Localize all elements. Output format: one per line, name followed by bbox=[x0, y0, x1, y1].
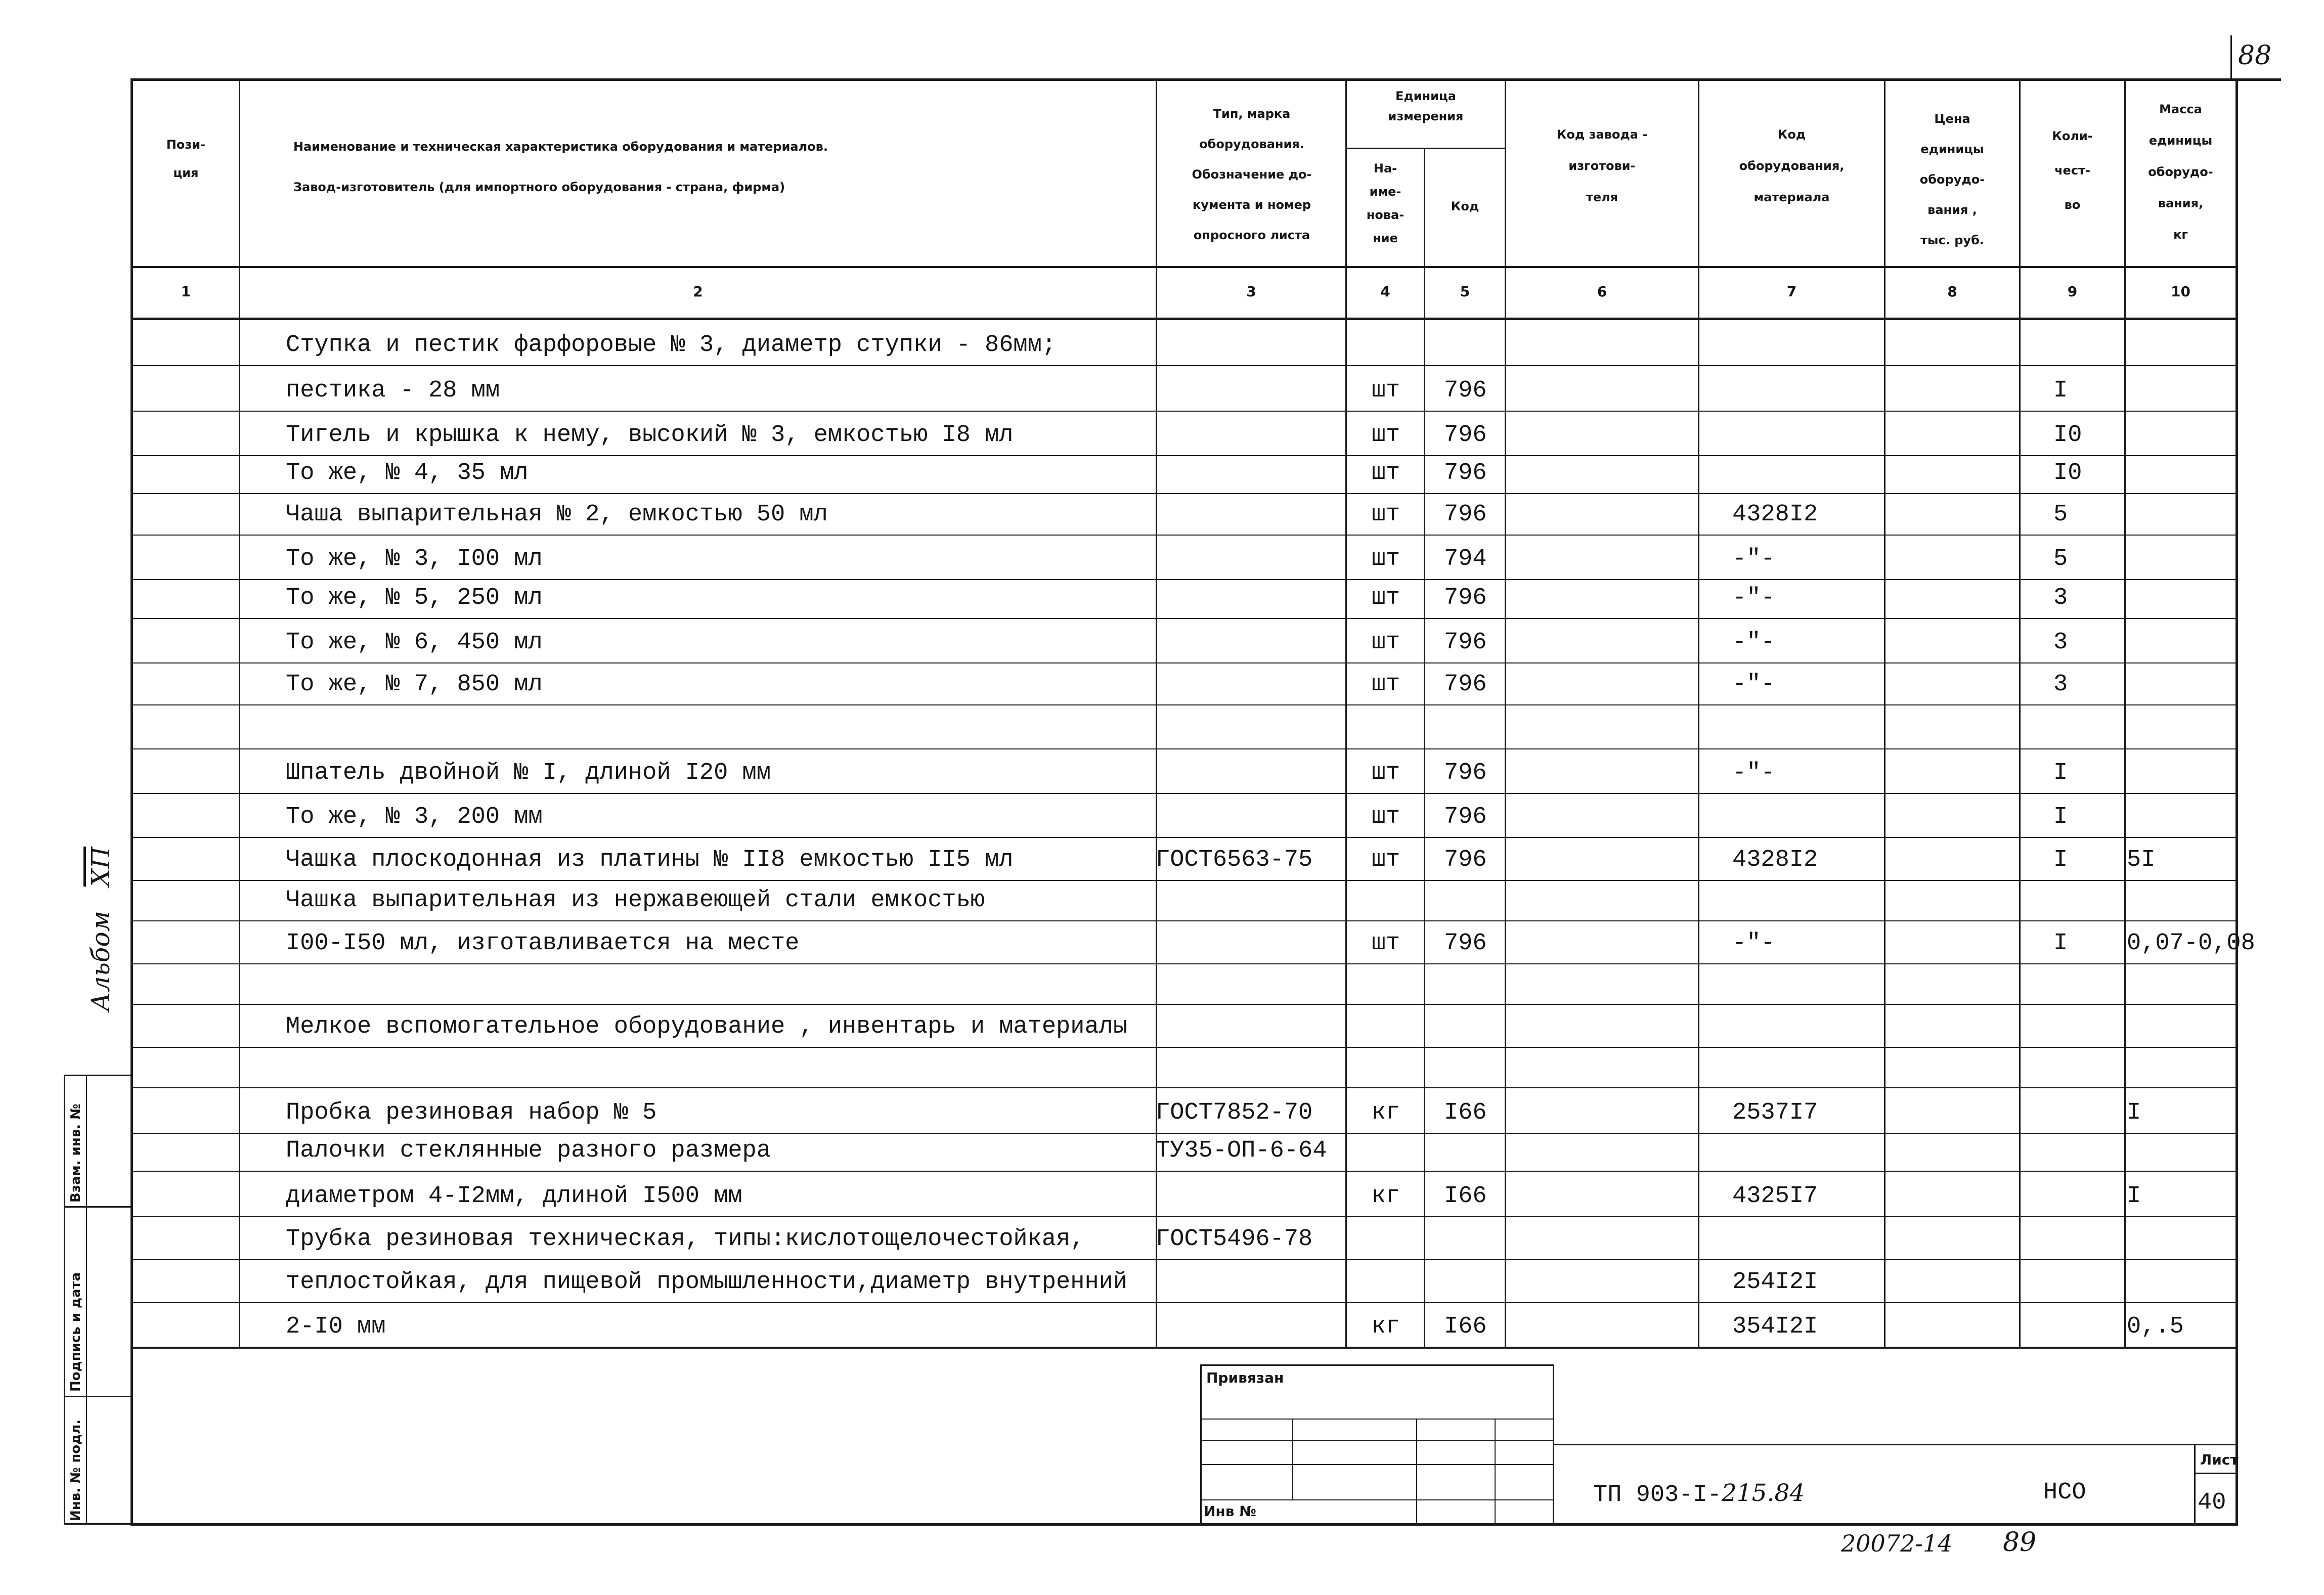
cell-type: ТУ35-ОП-6-64 bbox=[1156, 1137, 1327, 1164]
cell-code: 796 bbox=[1444, 847, 1487, 873]
cell-qty: I bbox=[2053, 804, 2068, 830]
cell-name: Пробка резиновая набор № 5 bbox=[286, 1099, 657, 1126]
column-number: 3 bbox=[1246, 283, 1256, 300]
row-line bbox=[130, 880, 2238, 881]
cell-name: Палочки стеклянные разного размера bbox=[286, 1137, 771, 1164]
cell-name: То же, № 3, I00 мл bbox=[286, 546, 543, 572]
column-number: 7 bbox=[1786, 283, 1797, 300]
cell-unit: шт bbox=[1371, 460, 1400, 486]
column-number: 8 bbox=[1947, 283, 1957, 300]
doc-code: ТП 903-I-215.84 bbox=[1593, 1479, 1805, 1509]
header-material-code: Код оборудования, материала bbox=[1739, 127, 1845, 204]
row-line bbox=[130, 493, 2238, 494]
cell-code: 796 bbox=[1444, 671, 1487, 698]
header-name: Наименование и техническая характеристика оборудования и материалов. Завод-изготовитель (для импортного оборудования - страна, фирма) bbox=[293, 140, 828, 194]
list-number: 40 bbox=[2198, 1489, 2226, 1516]
page-number-top: 88 bbox=[2238, 40, 2272, 71]
cell-unit: шт bbox=[1371, 546, 1400, 572]
stamp-privyazan: Привязан bbox=[1206, 1369, 1284, 1386]
cell-qty: 3 bbox=[2053, 671, 2068, 698]
cell-name: I00-I50 мл, изготавливается на месте bbox=[286, 930, 800, 957]
cell-qty: I0 bbox=[2053, 422, 2082, 449]
cell-name: диаметром 4-I2мм, длиной I500 мм bbox=[286, 1183, 742, 1210]
cell-name: Чашка плоскодонная из платины № II8 емкостью II5 мл bbox=[286, 847, 1014, 873]
row-line bbox=[130, 1171, 2238, 1172]
cell-mass: 0,07-0,08 bbox=[2127, 930, 2255, 957]
cell-unit: шт bbox=[1371, 671, 1400, 698]
cell-unit: кг bbox=[1371, 1183, 1400, 1210]
cell-name: То же, № 6, 450 мл bbox=[286, 629, 543, 656]
cell-qty: I bbox=[2053, 760, 2068, 786]
cell-unit: шт bbox=[1371, 501, 1400, 528]
cell-unit: кг bbox=[1371, 1099, 1400, 1126]
cell-qty: 5 bbox=[2053, 546, 2068, 572]
cell-unit: шт bbox=[1371, 847, 1400, 873]
cell-mat: -"- bbox=[1732, 760, 1775, 786]
row-line bbox=[130, 618, 2238, 619]
cell-mat: -"- bbox=[1732, 629, 1775, 656]
row-line bbox=[130, 535, 2238, 536]
cell-code: I66 bbox=[1444, 1313, 1487, 1340]
column-number: 6 bbox=[1597, 283, 1607, 300]
row-line bbox=[130, 837, 2238, 838]
cell-mass: I bbox=[2127, 1099, 2141, 1126]
cell-name: То же, № 5, 250 мл bbox=[286, 585, 543, 611]
column-number: 2 bbox=[693, 283, 703, 300]
cell-code: 794 bbox=[1444, 546, 1487, 572]
cell-mat: -"- bbox=[1732, 585, 1775, 611]
side-field-signature-date: Подпись и дата bbox=[68, 1272, 83, 1392]
cell-name: 2-I0 мм bbox=[286, 1313, 386, 1340]
cell-type: ГОСТ6563-75 bbox=[1156, 847, 1313, 873]
page-number-bottom: 89 bbox=[2003, 1527, 2037, 1558]
cell-mat: 254I2I bbox=[1732, 1269, 1818, 1296]
header-mass: Масса единицы оборудо- вания, кг bbox=[2148, 102, 2213, 242]
stamp-inv-no: Инв № bbox=[1204, 1503, 1256, 1520]
cell-name: Чаша выпарительная № 2, емкостью 50 мл bbox=[286, 501, 828, 528]
cell-code: 796 bbox=[1444, 930, 1487, 957]
cell-name: То же, № 3, 200 мм bbox=[286, 804, 543, 830]
cell-qty: I bbox=[2053, 930, 2068, 957]
cell-code: 796 bbox=[1444, 585, 1487, 611]
cell-code: I66 bbox=[1444, 1183, 1487, 1210]
cell-unit: шт bbox=[1371, 804, 1400, 830]
cell-mat: 4328I2 bbox=[1732, 847, 1818, 873]
row-line bbox=[130, 455, 2238, 456]
cell-name: теплостойкая, для пищевой промышленности,диаметр внутренний bbox=[286, 1269, 1128, 1296]
cell-code: 796 bbox=[1444, 804, 1487, 830]
cell-name: Мелкое вспомогательное оборудование , инвентарь и материалы bbox=[286, 1013, 1128, 1040]
cell-unit: шт bbox=[1371, 629, 1400, 656]
row-line bbox=[130, 662, 2238, 663]
row-line bbox=[130, 963, 2238, 964]
row-line bbox=[130, 1004, 2238, 1005]
column-number: 4 bbox=[1380, 283, 1390, 300]
column-number: 5 bbox=[1460, 283, 1470, 300]
cell-mat: 4328I2 bbox=[1732, 501, 1818, 528]
column-number: 10 bbox=[2171, 283, 2190, 300]
cell-qty: 3 bbox=[2053, 629, 2068, 656]
cell-mat: -"- bbox=[1732, 546, 1775, 572]
cell-code: 796 bbox=[1444, 460, 1487, 486]
cell-unit: шт bbox=[1371, 377, 1400, 404]
cell-unit: шт bbox=[1371, 422, 1400, 449]
row-line bbox=[130, 793, 2238, 794]
header-type: Тип, марка оборудования. Обозначение до- кумента и номер опросного листа bbox=[1192, 107, 1312, 242]
header-position: Пози- ция bbox=[166, 138, 206, 180]
cell-mat: 2537I7 bbox=[1732, 1099, 1818, 1126]
header-factory-code: Код завода - изготови- теля bbox=[1556, 127, 1648, 204]
row-line bbox=[130, 1259, 2238, 1260]
row-line bbox=[130, 1133, 2238, 1134]
album-label: Альбом XП bbox=[86, 847, 115, 1011]
cell-mat: 354I2I bbox=[1732, 1313, 1818, 1340]
column-number: 1 bbox=[181, 283, 191, 300]
stamp-number: 20072-14 bbox=[1841, 1530, 1953, 1557]
row-line bbox=[130, 411, 2238, 412]
row-line bbox=[130, 920, 2238, 921]
cell-code: 796 bbox=[1444, 629, 1487, 656]
cell-code: 796 bbox=[1444, 501, 1487, 528]
cell-name: Тигель и крышка к нему, высокий № 3, емкостью I8 мл bbox=[286, 422, 1014, 449]
cell-code: 796 bbox=[1444, 377, 1487, 404]
cell-unit: кг bbox=[1371, 1313, 1400, 1340]
row-line bbox=[130, 579, 2238, 580]
cell-name: пестика - 28 мм bbox=[286, 377, 500, 404]
cell-mat: -"- bbox=[1732, 930, 1775, 957]
row-line bbox=[130, 1087, 2238, 1088]
cell-type: ГОСТ7852-70 bbox=[1156, 1099, 1313, 1126]
list-label: Лист bbox=[2200, 1451, 2239, 1468]
header-price: Цена единицы оборудо- вания , тыс. руб. bbox=[1919, 112, 1985, 247]
cell-unit: шт bbox=[1371, 930, 1400, 957]
cell-mat: 4325I7 bbox=[1732, 1183, 1818, 1210]
side-field-replace-inv: Взам. инв. № bbox=[68, 1103, 83, 1203]
cell-name: Шпатель двойной № I, длиной I20 мм bbox=[286, 760, 771, 786]
cell-mass: 5I bbox=[2127, 847, 2156, 873]
cell-unit: шт bbox=[1371, 760, 1400, 786]
row-line bbox=[130, 1302, 2238, 1303]
cell-name: Ступка и пестик фарфоровые № 3, диаметр ступки - 86мм; bbox=[286, 332, 1057, 359]
cell-qty: I0 bbox=[2053, 460, 2082, 486]
sheet-code: НСО bbox=[2043, 1479, 2086, 1506]
row-line bbox=[130, 748, 2238, 749]
row-line bbox=[130, 1216, 2238, 1217]
cell-mass: I bbox=[2127, 1183, 2141, 1210]
row-line bbox=[130, 365, 2238, 366]
cell-qty: 3 bbox=[2053, 585, 2068, 611]
cell-qty: I bbox=[2053, 377, 2068, 404]
side-field-orig-inv: Инв. № подл. bbox=[68, 1419, 83, 1521]
cell-unit: шт bbox=[1371, 585, 1400, 611]
row-line bbox=[130, 1047, 2238, 1048]
header-unit-code: Код bbox=[1451, 199, 1479, 213]
column-number: 9 bbox=[2067, 283, 2078, 300]
cell-name: То же, № 4, 35 мл bbox=[286, 460, 529, 486]
header-unit-name: На- име- нова- ние bbox=[1366, 161, 1405, 245]
cell-mass: 0,.5 bbox=[2127, 1313, 2184, 1340]
cell-name: Трубка резиновая техническая, типы:кислотощелочестойкая, bbox=[286, 1226, 1085, 1253]
cell-qty: 5 bbox=[2053, 501, 2068, 528]
cell-name: Чашка выпарительная из нержавеющей стали емкостью bbox=[286, 887, 985, 914]
cell-code: 796 bbox=[1444, 422, 1487, 449]
cell-type: ГОСТ5496-78 bbox=[1156, 1226, 1313, 1253]
cell-qty: I bbox=[2053, 847, 2068, 873]
header-unit-group: Единица измерения bbox=[1388, 89, 1464, 123]
cell-code: 796 bbox=[1444, 760, 1487, 786]
cell-mat: -"- bbox=[1732, 671, 1775, 698]
cell-name: То же, № 7, 850 мл bbox=[286, 671, 543, 698]
header-quantity: Коли- чест- во bbox=[2052, 129, 2093, 212]
cell-code: I66 bbox=[1444, 1099, 1487, 1126]
row-line bbox=[130, 704, 2238, 705]
